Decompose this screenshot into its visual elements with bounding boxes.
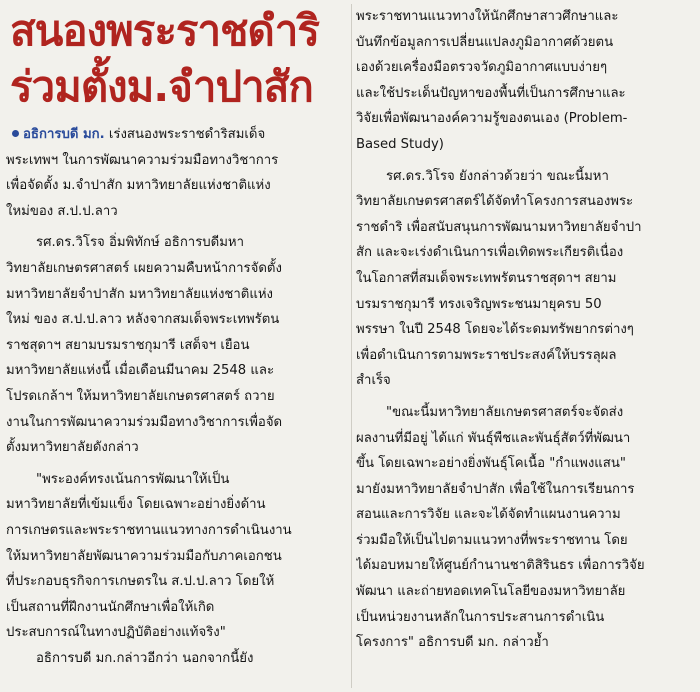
article-line: พัฒนา และถ่ายทอดเทคโนโลยีของมหาวิทยาลัย [356,584,626,600]
article-line: บรมราชกุมารี ทรงเจริญพระชนมายุครบ 50 [356,296,602,312]
article-line: เองด้วยเครื่องมือตรวจวัดภูมิอากาศแบบง่ายๆ [356,60,608,76]
article-line: รศ.ดร.วิโรจ อิ่มพิทักษ์ อธิการบดีมหา [36,235,245,251]
article-line: ใหม่ของ ส.ป.ป.ลาว [6,203,118,219]
article-line: ประสบการณ์ในทางปฏิบัติอย่างแท้จริง" [6,625,226,641]
article-line: พระเทพฯ ในการพัฒนาความร่วมมือทางวิชาการ [6,152,279,168]
article-line: ให้มหาวิทยาลัยพัฒนาความร่วมมือกับภาคเอกชน [6,548,282,564]
headline-line-1: สนองพระราชดำริ [10,6,319,55]
article-line: วิจัยเพื่อพัฒนาองค์ความรู้ของตนเอง (Problem- [356,111,628,127]
article-line: รศ.ดร.วิโรจ ยังกล่าวด้วยว่า ขณะนี้มหา [386,168,609,184]
article-line: การเกษตรและพระราชทานแนวทางการดำเนินงาน [6,522,292,538]
article-line: เป็นสถานที่ฝึกงานนักศึกษาเพื่อให้เกิด [6,599,215,615]
article-line: และใช้ประเด็นปัญหาของพื้นที่เป็นการศึกษาและ [356,85,626,101]
byline [6,122,348,148]
right-column [356,0,690,656]
article-line: ขึ้น โดยเฉพาะอย่างยิ่งพันธุ์โคเนื้อ "กำแพงแสน" [356,456,626,472]
article-line: ราชดำริ เพื่อสนับสนุนการพัฒนามหาวิทยาลัยจำปา [356,219,642,235]
byline-author: อธิการบดี มก. [23,127,105,142]
article-line: มหาวิทยาลัยจำปาสัก มหาวิทยาลัยแห่งชาติแห่ง [6,286,273,302]
left-column [6,0,348,671]
column-divider [351,4,352,688]
article-line: มหาวิทยาลัยที่เข้มแข็ง โดยเฉพาะอย่างยิ่งด้าน [6,497,266,513]
article-line: ร่วมมือให้เป็นไปตามแนวทางที่พระราชทาน โดย [356,532,628,548]
article-line: โปรดเกล้าฯ ให้มหาวิทยาลัยเกษตรศาสตร์ ถวาย [6,388,275,404]
article-line: สำเร็จ [356,373,391,389]
article-line: วิทยาลัยเกษตรศาสตร์ เผยความคืบหน้าการจัดตั้ง [6,260,282,276]
article-line: สัก และจะเร่งดำเนินการเพื่อเทิดพระเกียรติเนื่อง [356,245,624,261]
article-line: อธิการบดี มก.กล่าวอีกว่า นอกจากนี้ยัง [36,650,254,666]
headline-line-2: ร่วมตั้งม.จำปาสัก [10,62,313,111]
article-line: สอนและการวิจัย และจะได้จัดทำแผนงานความ [356,507,621,523]
article-line: ตั้งมหาวิทยาลัยดังกล่าว [6,440,139,456]
article-line: มายังมหาวิทยาลัยจำปาสัก เพื่อใช้ในการเรียนการ [356,481,635,497]
article-line: บันทึกข้อมูลการเปลี่ยนแปลงภูมิอากาศด้วยตน [356,34,614,50]
article-line: ราชสุดาฯ สยามบรมราชกุมารี เสด็จฯ เยือน [6,337,250,353]
article-line: เพื่อดำเนินการตามพระราชประสงค์ให้บรรลุผล [356,347,617,363]
article-line: "ขณะนี้มหาวิทยาลัยเกษตรศาสตร์จะจัดส่ง [386,404,624,420]
article-line: โครงการ" อธิการบดี มก. กล่าวย้ำ [356,635,549,651]
article-line: ใหม่ ของ ส.ป.ป.ลาว หลังจากสมเด็จพระเทพรัตน [6,312,280,328]
article-line: ที่ประกอบธุรกิจการเกษตรใน ส.ป.ป.ลาว โดยให้ [6,574,275,590]
article-line: พระราชทานแนวทางให้นักศึกษาสาวศึกษาและ [356,9,619,24]
article-line: ผลงานที่มีอยู่ ได้แก่ พันธุ์พืชและพันธุ์สัตว์ที่พัฒนา [356,430,631,446]
byline-lead: เร่งสนองพระราชดำริสมเด็จ [108,127,266,142]
article-line: "พระองค์ทรงเน้นการพัฒนาให้เป็น [36,471,230,487]
article-line: Based Study) [356,136,444,152]
article-line: เพื่อจัดตั้ง ม.จำปาสัก มหาวิทยาลัยแห่งชาติแห่ง [6,178,271,194]
article-line: มหาวิทยาลัยแห่งนี้ เมื่อเดือนมีนาคม 2548 และ [6,363,275,379]
bullet-icon [12,130,19,137]
article-line: พรรษา ในปี 2548 โดยจะได้ระดมทรัพยากรต่างๆ [356,322,634,338]
article-line: เป็นหน่วยงานหลักในการประสานการดำเนิน [356,609,605,625]
article-line: ในโอกาสที่สมเด็จพระเทพรัตนราชสุดาฯ สยาม [356,270,617,286]
article-line: ได้มอบหมายให้ศูนย์กำนานชาติสิรินธร เพื่อการวิจัย [356,558,645,574]
article-line: วิทยาลัยเกษตรศาสตร์ได้จัดทำโครงการสนองพระ [356,194,634,210]
article-line: งานในการพัฒนาความร่วมมือทางวิชาการเพื่อจัด [6,414,283,430]
